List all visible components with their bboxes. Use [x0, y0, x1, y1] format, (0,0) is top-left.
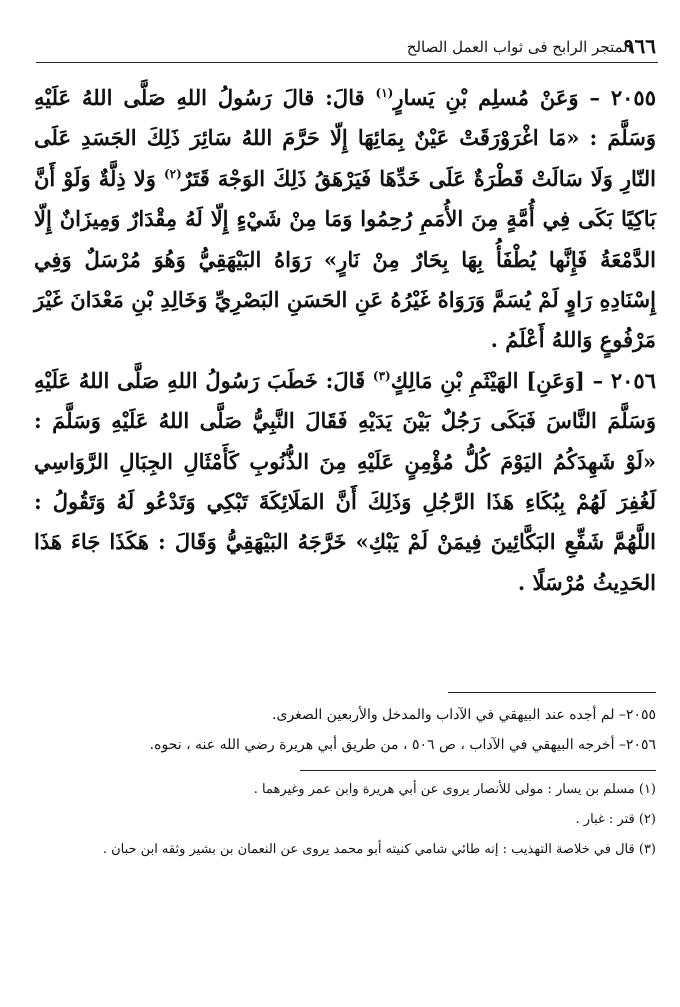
footnote-ref: (١) — [375, 86, 394, 100]
footnote-divider — [300, 770, 656, 771]
footnote-divider — [448, 692, 656, 693]
narrator-footnote: (١) مسلم بن يسار : مولى للأنصار يروى عن أبي هريرة وابن عمر وغيرهما . — [253, 782, 656, 797]
hadith-narrator: [وَعَنِ] الهَيْثَمِ بْنِ مَالِكٍ — [390, 367, 585, 393]
narrator-footnote: (٢) قتر : غبار . — [575, 812, 656, 827]
hadith-dash: – — [584, 367, 611, 393]
footnote-ref: (٢) — [163, 166, 182, 181]
narrator-footnote: (٣) قال في خلاصة التهذيب : إنه طائي شامي كنيته أبو محمد يروى عن النعمان بن بشير وثقه ابن حبان . — [102, 842, 656, 857]
hadith-paragraph — [34, 78, 656, 361]
main-text — [34, 78, 656, 603]
hadith-text-continued: وَلا ذِلَّةٌ وَلَوْ أَنَّ بَاكِيًا بَكَى فِي أُمَّةٍ مِنَ الأُمَمِ رُحِمُوا وَمَا مِنْ شَيْءٍ إِلّا لَهُ مِقْدَارٌ وَمِيزَانٌ إِلّا الدَّمْعَةُ فَإِنَّها يُطْفَأُ بِهَا بِحَارٌ مِنْ نَارٍ» رَوَاهُ البَيْهَقِيُّ وَهُوَ مُرْسَلٌ وَفِي إِسْنَادِهِ رَاوٍ لَمْ يُسَمَّ وَرَوَاهُ غَيْرُهُ عَنِ الحَسَنِ البَصْرِيِّ وَخَالِدِ بْنِ مَعْدَانَ غَيْرَ مَرْفُوعٍ وَاللهُ أَعْلَمُ . — [34, 165, 656, 353]
header-divider — [36, 62, 658, 63]
hadith-text: قَالَ: خَطَبَ رَسُولُ اللهِ صَلَّى اللهُ عَلَيْهِ وَسَلَّمَ النَّاسَ فَبَكَى رَجُلٌ بَيْنَ يَدَيْهِ فَقَالَ النَّبِيُّ صَلَّى اللهُ عَلَيْهِ وَسَلَّمَ : «لَوْ شَهِدَكُمُ اليَوْمَ كُلُّ مُؤْمِنٍ عَلَيْهِ مِنَ الذُّنُوبِ كَأَمْثَالِ الجِبَالِ الرَّوَاسِي لَغُفِرَ لَهُمْ بِبُكَاءِ هَذَا الرَّجُلِ وَذَلِكَ أَنَّ المَلَائِكَةَ تَبْكِي وَتَدْعُو لَهُ وَتَقُولُ : اللَّهُمَّ شَفِّعِ البَكَّائِينَ فِيمَنْ لَمْ يَبْكِ» خَرَّجَهُ البَيْهَقِيُّ وَقَالَ : هَكَذَا جَاءَ هَذَا الحَدِيثُ مُرْسَلًا . — [34, 367, 656, 595]
running-title: المتجر الرابح فى ثواب العمل الصالح — [406, 38, 632, 56]
narrator-footnotes — [34, 778, 656, 868]
hadith-number: ٢٠٥٦ — [610, 367, 656, 393]
hadith-footnote: ٢٠٥٦– أخرجه البيهقي في الآداب ، ص ٥٠٦ ، من طريق أبي هريرة رضي الله عنه ، نحوه. — [149, 737, 656, 753]
footnote-ref: (٣) — [372, 368, 391, 383]
hadith-dash: – — [578, 85, 611, 110]
hadith-footnote: ٢٠٥٥– لم أجده عند البيهقي في الآداب والمدخل والأربعين الصغرى. — [272, 707, 656, 723]
page-number: ٩٦٦ — [623, 34, 656, 58]
hadith-footnotes — [34, 700, 656, 760]
hadith-narrator: وَعَنْ مُسلِم بْنِ يَسارٍ — [393, 85, 579, 110]
hadith-text: قالَ: قالَ رَسُولُ اللهِ صَلَّى اللهُ عَلَيْهِ وَسَلَّمَ : «مَا اغْرَوْرَقَتْ عَيْنٌ بِمَائِهَا إِلّا حَرَّمَ اللهُ سَائِرَ ذَلِكَ الجَسَدِ عَلَى النّارِ وَلَا سَالَتْ قَطْرَةٌ عَلَى خَدِّهَا فَيَرْهَقُ ذَلِكَ الوَجْهَ قَتَرٌ — [34, 85, 657, 191]
hadith-paragraph — [34, 361, 656, 603]
hadith-number: ٢٠٥٥ — [610, 85, 656, 110]
